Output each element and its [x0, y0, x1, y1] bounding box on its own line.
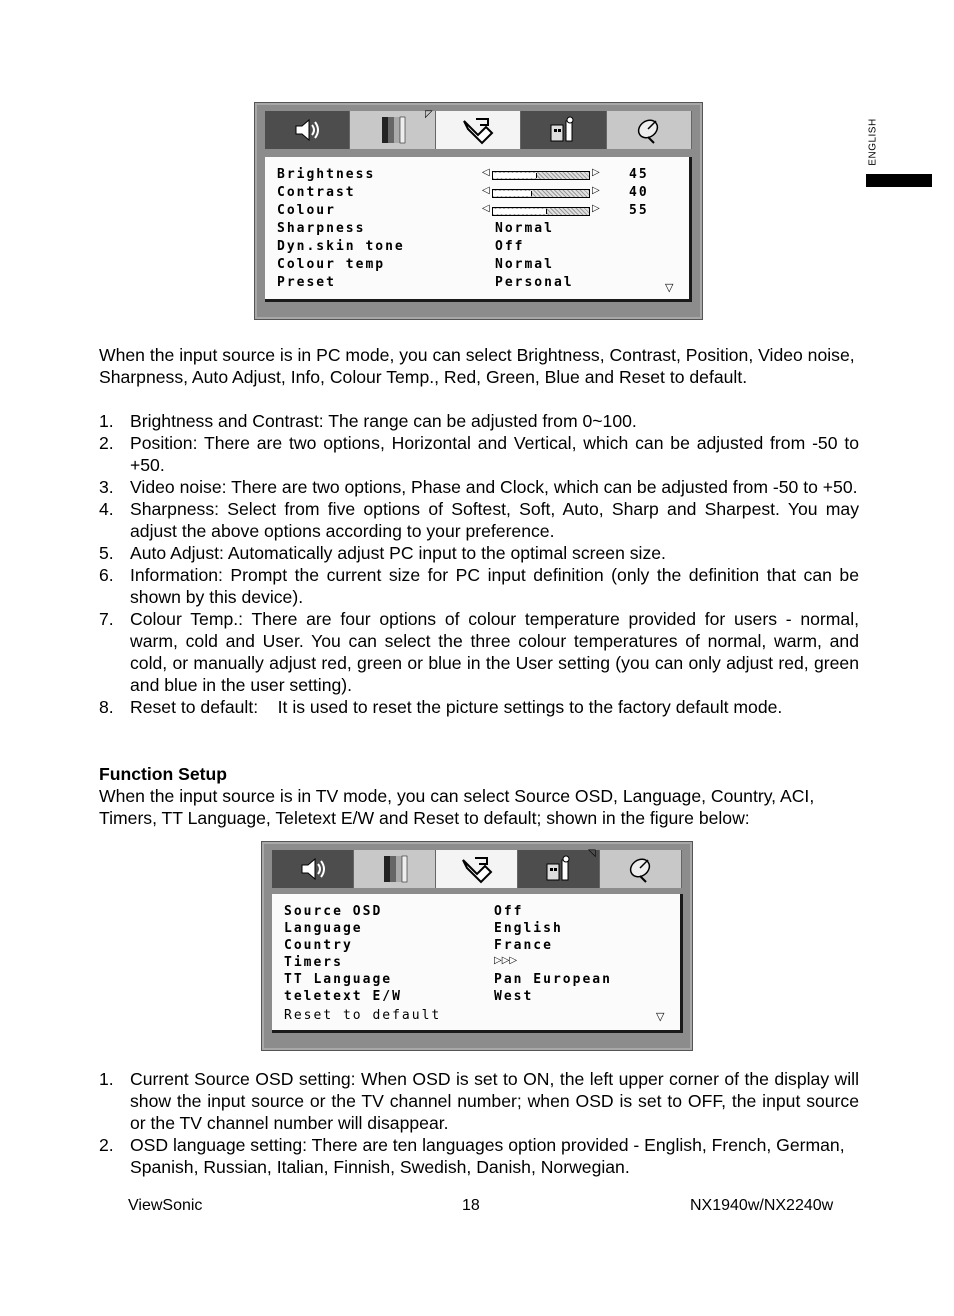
osd-row-label: Source OSD: [284, 904, 383, 919]
settings-building-icon: [546, 115, 580, 145]
osd-row-value: 45: [629, 167, 649, 182]
picture-gradient-icon: [378, 115, 408, 145]
osd-row-timers: [284, 955, 668, 973]
tools-icon: [458, 115, 498, 145]
osd-row-source-osd: [284, 904, 668, 922]
speaker-icon: [298, 856, 328, 882]
osd-tab-setup: [521, 111, 606, 149]
osd-row-dyn-skin-tone: [277, 239, 677, 257]
osd-tab-function: [436, 111, 521, 149]
list-item: 2. Position: There are two options, Horizontal and Vertical, which can be adjusted from -50 to +50.: [99, 433, 859, 475]
osd-row-value: France: [494, 938, 553, 953]
list-item: 3. Video noise: There are two options, Phase and Clock, which can be adjusted from -50 to +50.: [99, 477, 858, 497]
language-side-tab-label: ENGLISH: [867, 118, 879, 166]
osd-row-sharpness: [277, 221, 677, 239]
list-item: 7. Colour Temp.: There are four options of colour temperature provided for users - normal, warm, cold and User. You can select the three colour temperatures of normal, warm, and cold, or manually adjust red, green or blue in the User setting (you can only adjust red, green and blue in the user setting).: [99, 609, 859, 695]
tv-settings-list: [99, 1068, 859, 1178]
osd-row-country: [284, 938, 668, 956]
list-item: 4. Sharpness: Select from five options of Softest, Soft, Auto, Sharp and Sharpest. You may adjust the above options according to your preference.: [99, 499, 859, 541]
osd-tab-marker-icon: ◹: [588, 848, 596, 859]
language-side-bar: [866, 174, 932, 187]
osd-tab-audio: [272, 850, 354, 888]
osd-row-value: Pan European: [494, 972, 612, 987]
picture-gradient-icon: [380, 854, 410, 884]
osd-row-reset: [284, 1008, 668, 1026]
osd-row-label: Sharpness: [277, 221, 366, 236]
pc-settings-list: [99, 410, 859, 718]
left-arrow-icon: ◁: [482, 167, 490, 178]
osd-row-tt-language: [284, 972, 668, 990]
osd-tab-bar: [265, 111, 692, 149]
osd-row-value: 40: [629, 185, 649, 200]
osd-row-label: Preset: [277, 275, 336, 290]
list-item: 1. Current Source OSD setting: When OSD is set to ON, the left upper corner of the display will show the input source or the TV channel number; when OSD is set to OFF, the input source or the TV channel number will disappear.: [99, 1069, 859, 1133]
right-arrow-icon: ▷: [592, 203, 600, 214]
osd-row-value: 55: [629, 203, 649, 218]
osd-row-label: Contrast: [277, 185, 356, 200]
list-item: 2. OSD language setting: There are ten languages option provided - English, French, German, Spanish, Russian, Italian, Finnish, Swedish, Danish, Norwegian.: [99, 1135, 845, 1177]
osd-row-label: TT Language: [284, 972, 393, 987]
language-side-tab: [866, 112, 880, 172]
osd-row-label: Colour: [277, 203, 336, 218]
pc-mode-intro: When the input source is in PC mode, you can select Brightness, Contrast, Position, Video noise, Sharpness, Auto Adjust, Info, Colour Temp., Red, Green, Blue and Reset to default.: [99, 345, 855, 387]
speaker-icon: [292, 117, 322, 143]
osd-tab-tv: [607, 111, 692, 149]
osd-row-label: Timers: [284, 955, 343, 970]
osd-row-label: teletext E/W: [284, 989, 402, 1004]
osd-tab-marker-icon: ◸: [425, 109, 433, 120]
function-setup-heading: Function Setup: [99, 764, 228, 784]
satellite-dish-icon: [634, 115, 664, 145]
left-arrow-icon: ◁: [482, 185, 490, 196]
footer-brand: ViewSonic: [128, 1197, 203, 1214]
left-arrow-icon: ◁: [482, 203, 490, 214]
osd-row-value: West: [494, 989, 534, 1004]
osd-row-value: Off: [494, 904, 524, 919]
function-setup-intro: When the input source is in TV mode, you can select Source OSD, Language, Country, ACI, Timers, TT Language, Teletext E/W and Reset to default; shown in the figure below:: [99, 786, 815, 828]
right-arrow-icon: ▷: [592, 185, 600, 196]
satellite-dish-icon: [626, 854, 656, 884]
list-item: 6. Information: Prompt the current size for PC input definition (only the definition that can be shown by this device).: [99, 565, 859, 607]
osd-row-label: Country: [284, 938, 353, 953]
osd-tab-picture: [354, 850, 436, 888]
osd-tab-function: [436, 850, 518, 888]
osd-row-label: Reset to default: [284, 1008, 442, 1023]
osd-tab-picture: [350, 111, 435, 149]
osd-row-label: Colour temp: [277, 257, 386, 272]
osd-row-value: English: [494, 921, 563, 936]
osd-tab-bar: [272, 850, 682, 888]
osd-row-colour: [277, 203, 677, 221]
osd-row-value: Normal: [495, 221, 554, 236]
osd-row-label: Dyn.skin tone: [277, 239, 405, 254]
settings-building-icon: [542, 854, 576, 884]
osd-picture-panel: [265, 157, 692, 302]
osd-row-contrast: [277, 185, 677, 203]
osd-row-label: Language: [284, 921, 363, 936]
osd-row-colour-temp: [277, 257, 677, 275]
right-arrow-icon: ▷: [592, 167, 600, 178]
osd-picture-menu-image: [254, 102, 703, 320]
submenu-arrows-icon: ▷▷▷: [494, 955, 518, 966]
list-item: 5. Auto Adjust: Automatically adjust PC input to the optimal screen size.: [99, 543, 666, 563]
osd-row-teletext-ew: [284, 989, 668, 1007]
osd-tab-tv: [600, 850, 682, 888]
down-triangle-icon: ▽: [665, 281, 674, 294]
down-triangle-icon: ▽: [656, 1010, 665, 1023]
osd-row-brightness: [277, 167, 677, 185]
tools-icon: [457, 854, 497, 884]
osd-row-value: Normal: [495, 257, 554, 272]
osd-row-language: [284, 921, 668, 939]
list-item: 1. Brightness and Contrast: The range can be adjusted from 0~100.: [99, 411, 637, 431]
osd-function-menu-image: [261, 841, 693, 1051]
footer-page-number: 18: [462, 1197, 480, 1214]
list-item: 8. Reset to default: It is used to reset the picture settings to the factory default mode.: [99, 697, 783, 717]
footer-model: NX1940w/NX2240w: [690, 1197, 834, 1214]
osd-row-value: Off: [495, 239, 525, 254]
osd-row-value: Personal: [495, 275, 574, 290]
osd-row-preset: [277, 275, 677, 293]
osd-tab-audio: [265, 111, 350, 149]
osd-function-panel: [272, 894, 683, 1033]
osd-row-label: Brightness: [277, 167, 376, 182]
